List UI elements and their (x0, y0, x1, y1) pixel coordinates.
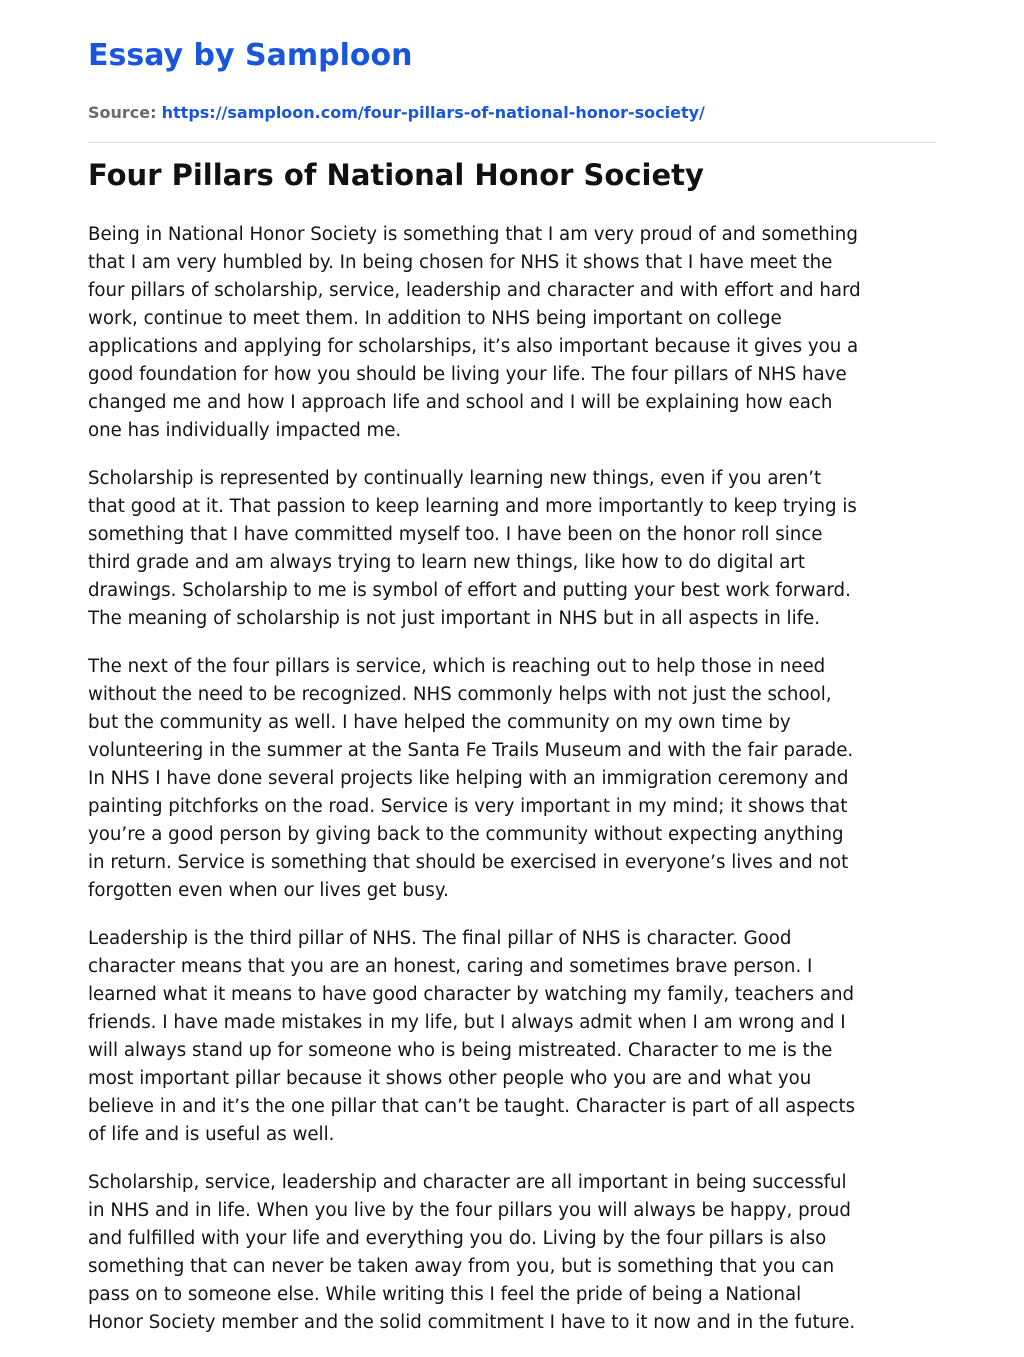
paragraph-line: The meaning of scholarship is not just important in NHS but in all aspects in life. (88, 608, 821, 629)
paragraph-line: Scholarship, service, leadership and character are all important in being successful (88, 1172, 847, 1193)
paragraph-line: learned what it means to have good character by watching my family, teachers and (88, 984, 855, 1005)
paragraph-line: Scholarship is represented by continually learning new things, even if you aren’t (88, 468, 822, 489)
paragraph-line: of life and is useful as well. (88, 1124, 335, 1145)
essay-paragraph (88, 653, 936, 905)
essay-title: Four Pillars of National Honor Society (88, 158, 704, 192)
paragraph-line: Honor Society member and the solid commitment I have to it now and in the future. (88, 1312, 856, 1333)
paragraph-line: something that can never be taken away from you, but is something that you can (88, 1256, 835, 1277)
paragraph-line: four pillars of scholarship, service, leadership and character and with effort and hard (88, 280, 861, 301)
paragraph-line: work, continue to meet them. In addition to NHS being important on college (88, 308, 782, 329)
paragraph-line: third grade and am always trying to learn new things, like how to do digital art (88, 552, 805, 573)
paragraph-line: changed me and how I approach life and school and I will be explaining how each (88, 392, 833, 413)
paragraph-line: Leadership is the third pillar of NHS. The final pillar of NHS is character. Good (88, 928, 792, 949)
site-brand-title: Essay by Samploon (88, 38, 413, 73)
paragraph-line: in NHS and in life. When you live by the four pillars you will always be happy, proud (88, 1200, 851, 1221)
paragraph-line: volunteering in the summer at the Santa Fe Trails Museum and with the fair parade. (88, 740, 854, 761)
source-link[interactable]: https://samploon.com/four-pillars-of-national-honor-society/ (161, 103, 705, 122)
paragraph-line: believe in and it’s the one pillar that can’t be taught. Character is part of all aspects (88, 1096, 856, 1117)
paragraph-line: pass on to someone else. While writing this I feel the pride of being a National (88, 1284, 802, 1305)
header-divider (88, 142, 936, 143)
paragraph-line: will always stand up for someone who is being mistreated. Character to me is the (88, 1040, 833, 1061)
essay-paragraph (88, 465, 936, 633)
source-line (88, 102, 705, 124)
paragraph-line: applications and applying for scholarships, it’s also important because it gives you a (88, 336, 859, 357)
paragraph-line: that good at it. That passion to keep learning and more importantly to keep trying is (88, 496, 857, 517)
source-label: Source: (88, 103, 157, 122)
paragraph-line: but the community as well. I have helped the community on my own time by (88, 712, 791, 733)
paragraph-line: character means that you are an honest, caring and sometimes brave person. I (88, 956, 813, 977)
paragraph-line: in return. Service is something that should be exercised in everyone’s lives and not (88, 852, 849, 873)
paragraph-line: one has individually impacted me. (88, 420, 402, 441)
paragraph-line: friends. I have made mistakes in my life, but I always admit when I am wrong and I (88, 1012, 846, 1033)
essay-paragraph (88, 221, 936, 445)
paragraph-line: painting pitchforks on the road. Service is very important in my mind; it shows that (88, 796, 848, 817)
paragraph-line: Being in National Honor Society is something that I am very proud of and something (88, 224, 858, 245)
paragraph-line: something that I have committed myself too. I have been on the honor roll since (88, 524, 823, 545)
paragraph-line: good foundation for how you should be living your life. The four pillars of NHS have (88, 364, 847, 385)
paragraph-line: that I am very humbled by. In being chosen for NHS it shows that I have meet the (88, 252, 833, 273)
paragraph-line: and fulfilled with your life and everything you do. Living by the four pillars is also (88, 1228, 827, 1249)
essay-body (88, 221, 936, 1357)
essay-paragraph (88, 1169, 936, 1337)
paragraph-line: without the need to be recognized. NHS commonly helps with not just the school, (88, 684, 832, 705)
paragraph-line: most important pillar because it shows other people who you are and what you (88, 1068, 812, 1089)
paragraph-line: you’re a good person by giving back to the community without expecting anything (88, 824, 844, 845)
paragraph-line: forgotten even when our lives get busy. (88, 880, 449, 901)
paragraph-line: In NHS I have done several projects like helping with an immigration ceremony and (88, 768, 849, 789)
paragraph-line: drawings. Scholarship to me is symbol of effort and putting your best work forward. (88, 580, 851, 601)
paragraph-line: The next of the four pillars is service, which is reaching out to help those in need (88, 656, 826, 677)
essay-paragraph (88, 925, 936, 1149)
